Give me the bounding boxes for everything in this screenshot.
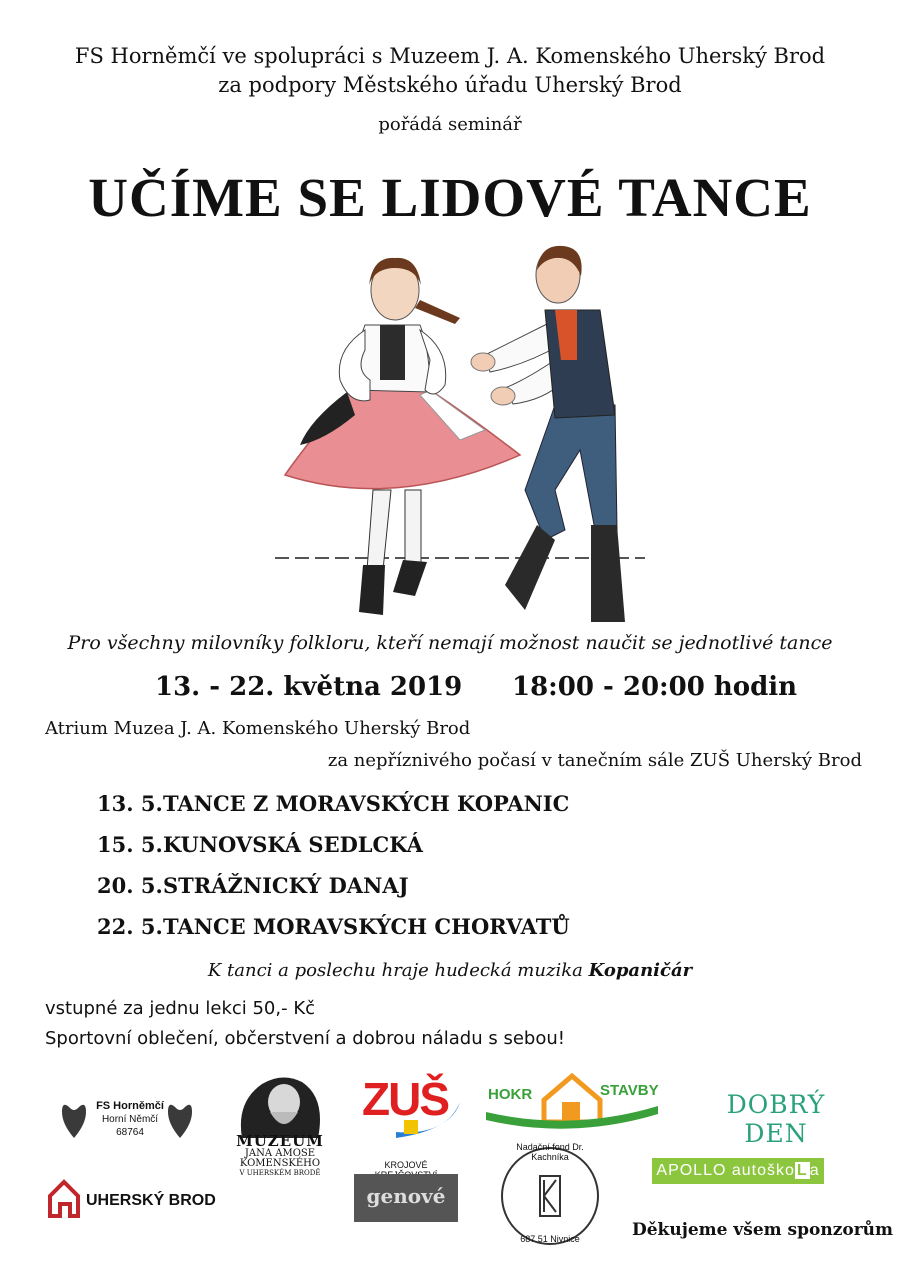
program-dance: STRÁŽNICKÝ DANAJ — [163, 873, 409, 898]
dobry-den-logo — [692, 1088, 860, 1148]
uhersky-brod-logo — [46, 1178, 226, 1220]
program-date: 13. 5. — [97, 791, 163, 816]
learner-plate-icon: L — [796, 1162, 808, 1179]
zus-text: ZUŠ — [362, 1073, 448, 1125]
program-list — [97, 790, 570, 954]
nadacni-text: Nadační fond Dr. Kachníka — [516, 1142, 584, 1162]
program-item — [97, 872, 570, 913]
hokr-left-text: HOKR — [488, 1086, 533, 1103]
what-to-bring: Sportovní oblečení, občerstvení a dobrou náladu s sebou! — [45, 1028, 565, 1049]
program-item — [97, 913, 570, 954]
kroj-name: genové — [366, 1184, 446, 1208]
apollo-autoskola: autoško — [731, 1162, 795, 1179]
fs-zip: 68764 — [116, 1127, 144, 1138]
muzeum-line-1: MUZEUM — [236, 1132, 324, 1150]
hokr-right-text: STAVBY — [600, 1082, 659, 1099]
woman-dancer — [285, 258, 520, 615]
muzeum-line-2: JANA AMOSE — [244, 1148, 316, 1159]
muzeum-line-4: V UHERSKÉM BRODĚ — [239, 1169, 321, 1177]
event-dates: 13. - 22. května 2019 — [155, 672, 463, 702]
thanks-sponsors: Děkujeme všem sponzorům — [632, 1220, 894, 1240]
program-date: 22. 5. — [97, 914, 163, 939]
fs-name: FS Horněmčí — [96, 1100, 164, 1112]
poster-title: UČÍME SE LIDOVÉ TANCE — [88, 167, 812, 228]
event-time: 18:00 - 20:00 hodin — [512, 672, 798, 702]
muzeum-line-3: KOMENSKÉHO — [239, 1158, 321, 1169]
nivnice-text: 687 51 Nivnice — [520, 1234, 580, 1244]
hokr-stavby-logo — [486, 1072, 658, 1132]
muzeum-logo — [222, 1072, 338, 1177]
program-item — [97, 831, 570, 872]
program-date: 15. 5. — [97, 832, 163, 857]
organizer-line-2: za podpory Městského úřadu Uherský Brod — [218, 73, 682, 97]
dancing-couple-illustration — [255, 240, 655, 632]
castle-icon — [46, 1178, 90, 1218]
zus-logo — [356, 1072, 464, 1144]
comenius-portrait-icon — [222, 1072, 338, 1138]
dobry-den-text: DOBRÝ DEN — [726, 1090, 826, 1148]
fs-hornemci-logo — [60, 1098, 200, 1150]
fs-place: Horní Němčí — [101, 1114, 159, 1125]
nadacni-fond-logo — [498, 1140, 602, 1252]
krojove-krejcovstvi-logo — [354, 1160, 458, 1226]
band-name: Kopaničár — [588, 960, 693, 981]
program-dance: TANCE MORAVSKÝCH CHORVATŮ — [163, 914, 570, 939]
program-dance: KUNOVSKÁ SEDLCKÁ — [163, 832, 423, 857]
apollo-suffix: a — [809, 1162, 820, 1179]
subtitle: Pro všechny milovníky folkloru, kteří nemají možnost naučit se jednotlivé tance — [67, 632, 833, 654]
kroj-label: KROJOVÉ — [384, 1160, 428, 1170]
man-dancer — [471, 246, 625, 622]
program-item — [97, 790, 570, 831]
program-date: 20. 5. — [97, 873, 163, 898]
entry-fee: vstupné za jednu lekci 50,- Kč — [45, 998, 316, 1019]
music-note — [0, 960, 900, 981]
uhersky-brod-text: UHERSKÝ BROD — [86, 1192, 216, 1209]
venue-alternative: za nepříznivého počasí v tanečním sále ZUŠ Uherský Brod — [327, 750, 862, 771]
program-dance: TANCE Z MORAVSKÝCH KOPANIC — [163, 791, 570, 816]
venue: Atrium Muzea J. A. Komenského Uherský Brod — [45, 718, 471, 739]
organizer-line-1: FS Horněmčí ve spolupráci s Muzeem J. A. Komenského Uherský Brod — [74, 44, 826, 68]
presents-line: pořádá seminář — [378, 114, 522, 135]
music-text: K tanci a poslechu hraje hudecká muzika — [207, 960, 583, 981]
apollo-autoskola-logo — [652, 1158, 824, 1184]
apollo-name: APOLLO — [656, 1162, 727, 1179]
